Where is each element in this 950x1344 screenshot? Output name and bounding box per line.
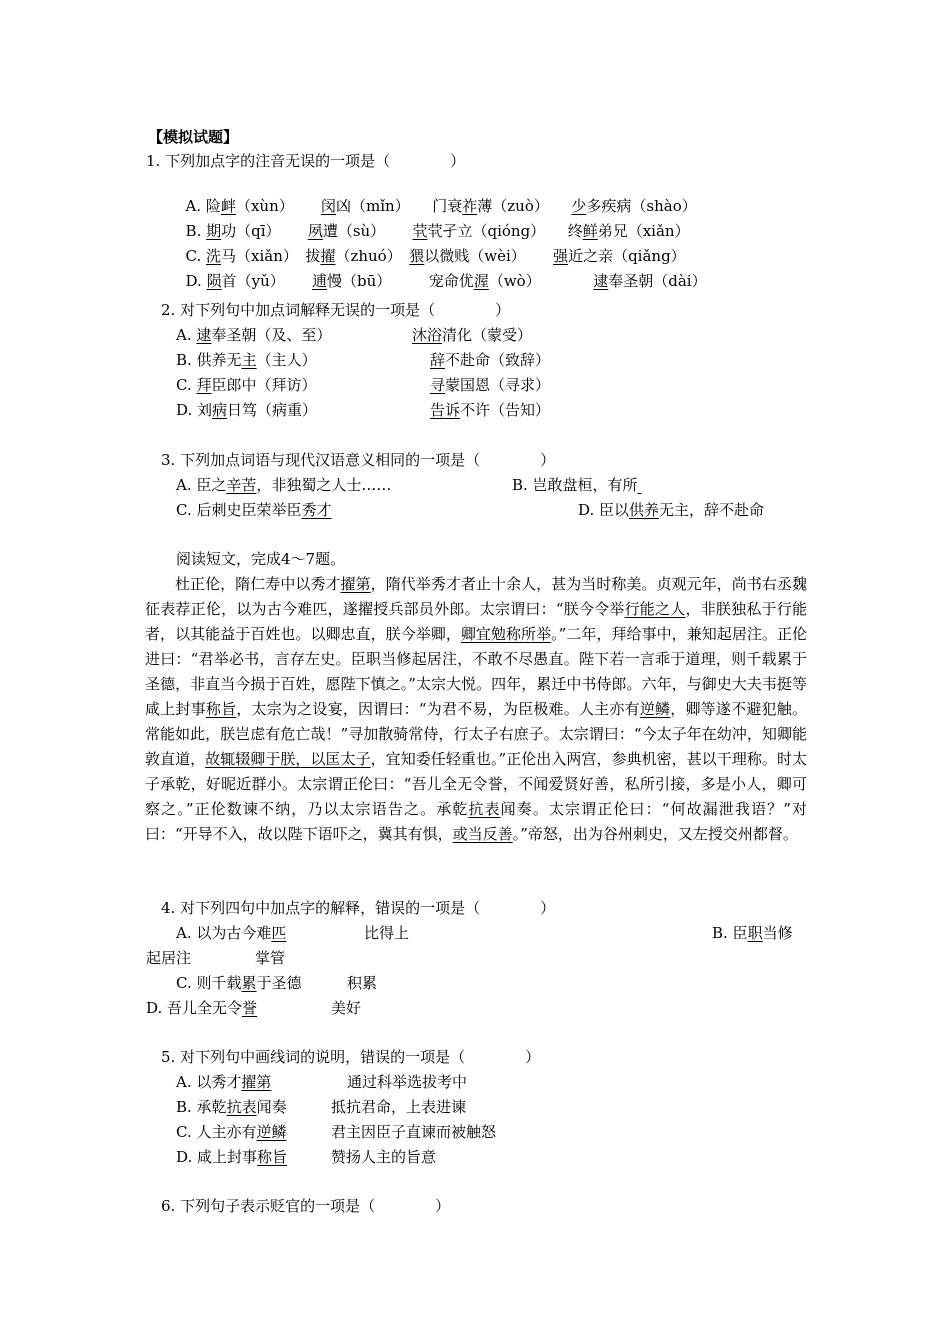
q6-stem: 6. 下列句子表示贬官的一项是（ ） [161,1197,451,1215]
passage-text: ，卿等遂不避犯触。常能如此，朕岂虑有危亡哉！”寻加散骑常侍，行太子右庶子。太宗谓曰：“今太子年在幼冲，知卿能敦直道， [145,700,807,769]
q4-option-d: D. 吾儿全无令誉 [146,999,258,1017]
reading-intro: 阅读短文，完成4～7题。 [176,550,346,568]
q4-option-d-meaning: 美好 [331,999,362,1017]
passage-text: 。”帝怒，出为谷州刺史，又左授交州都督。 [512,825,798,844]
q5-option-b-meaning: 抵抗君命，上表进谏 [331,1098,467,1116]
passage-underlined-phrase: 卿宜勉称所举 [460,625,552,644]
passage-text: ，太宗为之设宴，因谓曰：“为君不易，为臣极难。人主亦有 [236,700,640,719]
q4-stem: 4. 对下列四句中加点字的解释，错误的一项是（ ） [161,899,556,917]
passage-underlined-phrase: 抗表 [468,800,501,819]
q5-option-c-meaning: 君主因臣子直谏而被触怒 [331,1123,497,1141]
q4-option-b: B. 臣职当修 [712,924,793,942]
passage-underlined-phrase: 行能之人 [624,600,686,619]
q2-option-a: A. 逮奉圣朝（及、至） [176,326,332,344]
passage-underlined-phrase: 逆鳞 [639,700,671,719]
q3-option-a: A. 臣之辛苦，非独蜀之人士…… [176,476,392,494]
q2-option-b-second: 辞不赴命（致辞） [430,351,551,369]
passage-text: 闻奏。太宗谓正伦曰：“何故漏泄我语？”对曰：“开导不入，故以陛下语吓之，冀其有惧， [145,800,807,844]
q1-stem: 1. 下列加点字的注音无误的一项是（ ） [146,152,466,170]
passage-text: ，隋代举秀才者止十余人，甚为当时称美。贞观元年，尚书右丞魏征表荐正伦，以为古今难匹，遂擢授兵部员外郎。太宗谓曰：“朕今令举 [145,575,807,619]
q5-stem: 5. 对下列句中画线词的说明，错误的一项是（ ） [161,1048,541,1066]
q3-option-b: B. 岂敢盘桓，有所 [512,476,638,494]
q4-option-a: A. 以为古今难匹 [176,924,287,942]
q2-option-a-second: 沐浴清化（蒙受） [412,326,533,344]
q5-option-a-meaning: 通过科举选拔考中 [347,1073,468,1091]
passage-text: 。”二年，拜给事中，兼知起居注。正伦进曰：“君举必书，言存左史。臣职当修起居注，不敢不尽愚直。陛下若一言乖于道理，则千载累于圣德，非直当今损于百姓，愿陛下慎之。”太宗大悦。四年，累迁中书侍郎。六年，与御史大夫韦挺等咸上封事 [145,625,807,719]
q2-stem: 2. 对下列句中加点词解释无误的一项是（ ） [161,301,511,319]
passage-underlined-phrase: 擢第 [340,575,371,593]
q3-stem: 3. 下列加点词语与现代汉语意义相同的一项是（ ） [161,451,556,469]
q2-option-b: B. 供养无主（主人） [176,351,317,369]
passage-underlined-phrase: 称旨 [205,700,237,719]
q1-option-d: D. 陨首（yǔ） 逋慢（bū） 宠命优渥（wò） 逮奉圣朝（dài） [185,272,707,290]
q4-option-b-cont: 起居注 [146,949,192,967]
passage-underlined-phrase: 故辄辍卿于朕，以匡太子 [205,750,371,769]
q4-option-b-meaning: 掌管 [255,949,286,967]
passage-underlined-phrase: 或当反善 [452,825,513,844]
passage-text: ，宜知委任轻重也。”正伦出入两宫，参典机密，甚以干理称。时太子承乾，好昵近群小。太宗谓正伦曰：“吾儿全无令誉，不闻爱贤好善，私所引接，多是小人，卿可察之。”正伦数谏不纳，乃以太宗语告之。承乾 [145,750,807,819]
q1-option-c: C. 洗马（xiǎn） 拔擢（zhuó） 猥以微贱（wèi） 强近之亲（qiǎng） [185,247,686,265]
q4-option-c-meaning: 积累 [347,974,378,992]
q5-option-d-meaning: 赞扬人主的旨意 [331,1148,437,1166]
reading-passage [145,572,807,848]
q2-option-c-second: 寻蒙国恩（寻求） [430,376,551,394]
q3-option-d: D. 臣以供养无主，辞不赴命 [578,501,765,519]
q4-option-c: C. 则千载累于圣德 [176,974,302,992]
q1-option-b: B. 期功（qī） 夙遭（sù） 茕茕孑立（qióng） 终鲜弟兄（xiǎn） [185,222,690,240]
q2-option-c: C. 拜臣郎中（拜访） [176,376,317,394]
q4-option-a-meaning: 比得上 [364,924,410,942]
q3-option-c: C. 后刺史臣荣举臣秀才 [176,501,332,519]
q2-option-d-second: 告诉不许（告知） [430,401,551,419]
q5-option-a: A. 以秀才擢第 [176,1073,272,1091]
q5-option-c: C. 人主亦有逆鳞 [176,1123,287,1141]
passage-text: 杜正伦，隋仁寿中以秀才 [175,575,341,593]
passage-text: ，非朕独私于行能者，以其能益于百姓也。以卿忠直，朕今举卿， [145,600,807,644]
q5-option-d: D. 咸上封事称旨 [176,1148,288,1166]
q2-option-d: D. 刘病日笃（病重） [176,401,318,419]
q1-option-a: A. 险衅（xùn） 闵凶（mǐn） 门衰祚薄（zuò） 少多疾病（shào） [185,197,697,215]
q5-option-b: B. 承乾抗表闻奏 [176,1098,287,1116]
section-title: 【模拟试题】 [148,128,239,146]
